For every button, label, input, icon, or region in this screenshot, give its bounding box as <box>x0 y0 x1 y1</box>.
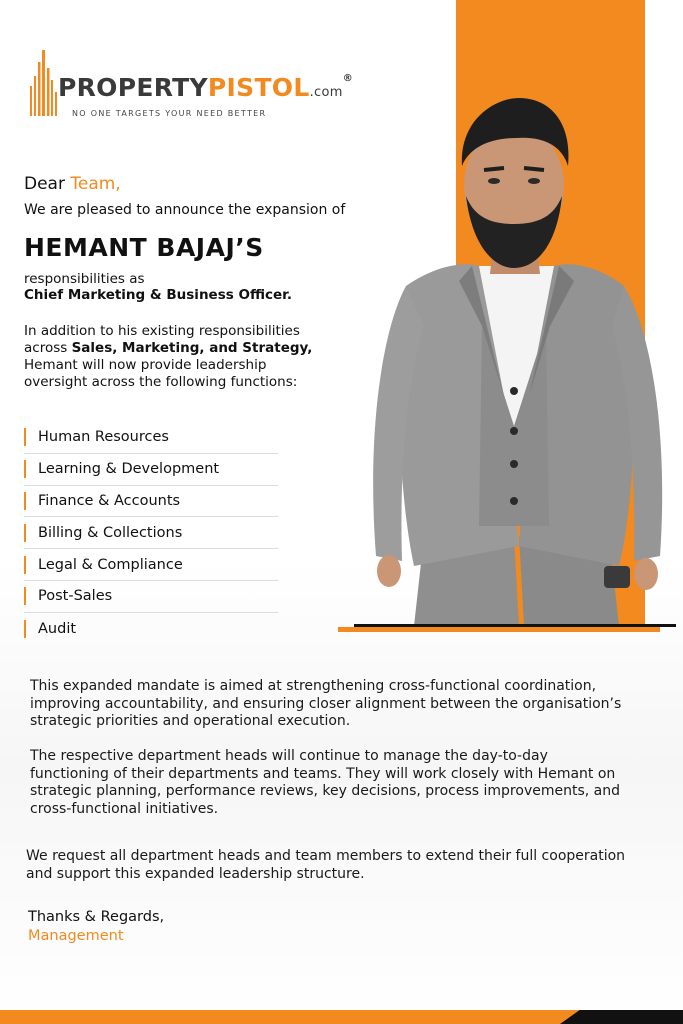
bullet-bar-icon <box>24 492 26 510</box>
function-item <box>24 581 278 613</box>
para2-line: strategic priorities and operational execution. <box>30 713 351 729</box>
signature: Management <box>28 928 124 944</box>
intro-text: We are pleased to announce the expansion of <box>24 202 346 218</box>
para1-line3: Hemant will now provide leadership <box>24 357 267 373</box>
paragraph-existing-responsibilities <box>24 323 312 391</box>
brand-wordmark <box>58 73 353 102</box>
paragraph-department-heads <box>30 748 620 818</box>
bullet-bar-icon <box>24 460 26 478</box>
brand-tagline: NO ONE TARGETS YOUR NEED BETTER <box>72 109 267 118</box>
para1-line2 <box>24 340 312 357</box>
function-item <box>24 454 278 486</box>
brand-suffix: .com <box>309 85 343 100</box>
function-label: Learning & Development <box>38 461 220 478</box>
photo-divider-orange <box>338 627 660 632</box>
responsibilities-line: responsibilities as <box>24 271 145 287</box>
responsibilities-block <box>24 271 292 303</box>
para1-line4: oversight across the following functions: <box>24 374 298 390</box>
para3-line: cross-functional initiatives. <box>30 800 219 817</box>
function-item <box>24 613 278 645</box>
function-item <box>24 486 278 518</box>
bullet-bar-icon <box>24 587 26 605</box>
bullet-bar-icon <box>24 620 26 638</box>
paragraph-cooperation-request <box>26 848 625 883</box>
function-label: Human Resources <box>38 429 169 446</box>
function-label: Audit <box>38 620 77 637</box>
closing-line: Thanks & Regards, <box>28 909 165 925</box>
greeting <box>24 174 121 194</box>
para3-line: strategic planning, performance reviews, key decisions, process improvements, and <box>30 783 620 799</box>
para2-line: improving accountability, and ensuring closer alignment between the organisation’s <box>30 695 622 712</box>
bullet-bar-icon <box>24 556 26 574</box>
greeting-prefix: Dear <box>24 174 71 194</box>
function-item <box>24 517 278 549</box>
para3-line: functioning of their departments and teams. They will work closely with Hemant on <box>30 765 616 782</box>
bullet-bar-icon <box>24 428 26 446</box>
paragraph-mandate <box>30 678 621 731</box>
role-title: Chief Marketing & Business Officer. <box>24 287 293 303</box>
person-portrait <box>354 96 682 626</box>
functions-list <box>24 422 278 645</box>
para4-line: and support this expanded leadership structure. <box>26 865 365 882</box>
brand-name-part2: PISTOL <box>207 73 310 102</box>
registered-mark: ® <box>342 73 354 84</box>
greeting-highlight: Team, <box>70 174 121 194</box>
brand-name-part1: PROPERTY <box>58 73 208 102</box>
bullet-bar-icon <box>24 524 26 542</box>
function-item <box>24 549 278 581</box>
para1-line2-bold: Sales, Marketing, and Strategy, <box>71 340 313 356</box>
footer-dark-accent <box>560 1010 683 1024</box>
function-label: Post-Sales <box>38 588 113 605</box>
para2-line: This expanded mandate is aimed at strengthening cross-functional coordination, <box>30 678 597 694</box>
closing-block <box>28 908 164 946</box>
person-name: HEMANT BAJAJ’S <box>24 233 264 262</box>
para3-line: The respective department heads will continue to manage the day-to-day <box>30 748 548 764</box>
function-label: Finance & Accounts <box>38 492 181 509</box>
para4-line: We request all department heads and team members to extend their full cooperation <box>26 848 626 864</box>
function-item <box>24 422 278 454</box>
para1-line1: In addition to his existing responsibilities <box>24 323 300 339</box>
function-label: Legal & Compliance <box>38 556 183 573</box>
function-label: Billing & Collections <box>38 524 183 541</box>
para1-line2-prefix: across <box>24 340 72 356</box>
